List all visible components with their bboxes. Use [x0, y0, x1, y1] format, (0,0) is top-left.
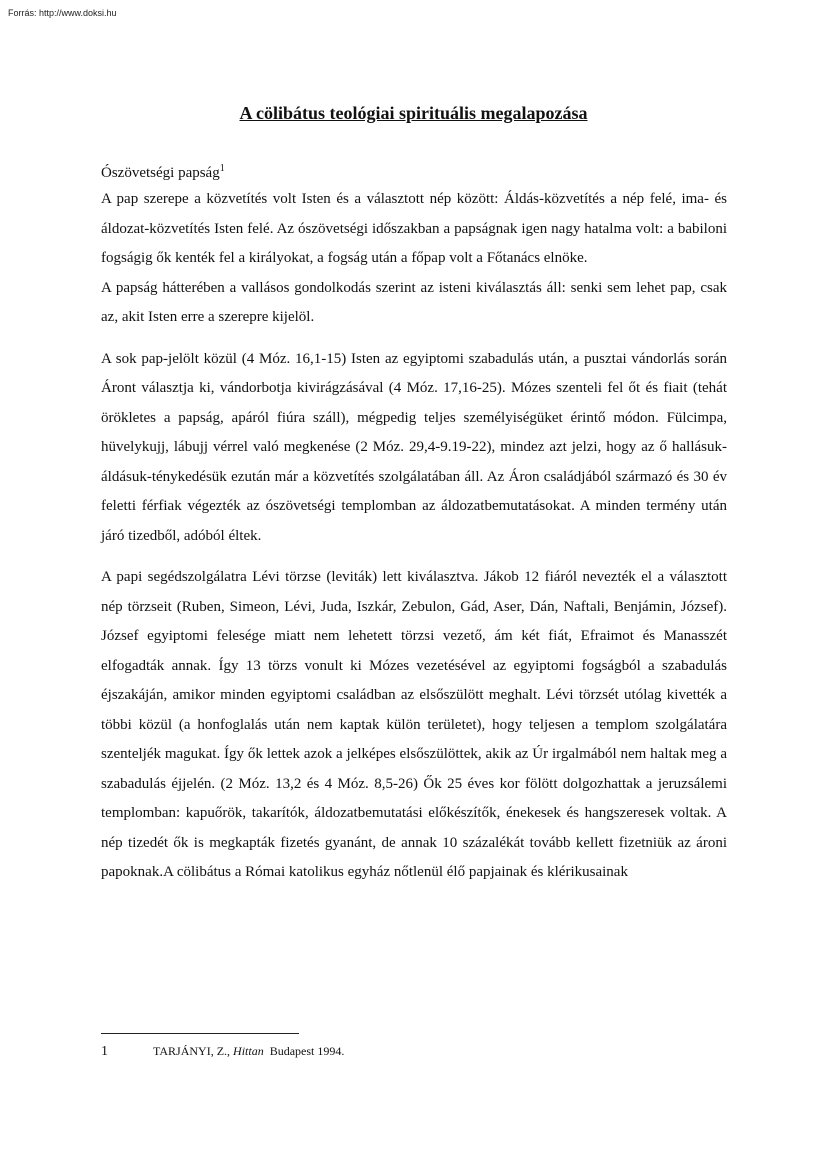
document-body [101, 161, 727, 900]
footnote-publication: Budapest 1994. [263, 1044, 345, 1058]
source-url-label: Forrás: http://www.doksi.hu [8, 8, 117, 18]
footnote-work-title: Hittan [233, 1044, 264, 1058]
footnote-reference: 1 [219, 163, 225, 174]
footnote-number: 1 [101, 1044, 108, 1059]
section-heading-text: Ószövetségi papság [101, 165, 220, 181]
paragraph: A papság hátterében a vallásos gondolkodás szerint az isteni kiválasztás áll: senki sem lehet pap, csak az, akit Isten erre a szerepre kijelöl. [101, 279, 727, 325]
footnote-author: TARJÁNYI, Z., [153, 1044, 234, 1058]
paragraph: A sok pap-jelölt közül (4 Móz. 16,1-15) Isten az egyiptomi szabadulás után, a pusztai vándorlás során Áront választja ki, vándorbotja kivirágzásával (4 Móz. 17,16-25). Mózes szenteli fel őt és fiait (tehát örökletes a papság, apáról fiúra száll), mégpedig teljes személyiségüket érintő módon. Fülcimpa, hüvelykujj, lábujj vérrel való megkenése (2 Móz. 29,4-9.19-22), mindez azt jelzi, hogy az ő hallásuk-áldásuk-ténykedésük ezután már a közvetítés szolgálatában áll. Az Áron családjából származó és 30 év feletti férfiak végezték az ószövetségi templomban az áldozatbemutatásokat. A minden termény után járó tizedből, adóból éltek. [101, 350, 727, 544]
footnote [101, 1044, 344, 1060]
paragraph: A papi segédszolgálatra Lévi törzse (leviták) lett kiválasztva. Jákob 12 fiáról nevezték el a választott nép törzseit (Ruben, Simeon, Lévi, Juda, Iszkár, Zebulon, Gád, Aser, Dán, Naftali, Benjámin, József). József egyiptomi felesége miatt nem lehetett törzsi vezető, ám két fiát, Efraimot és Manasszét elfogadták annak. Így 13 törzs vonult ki Mózes vezetésével az egyiptomi fogságból a szabadulás éjszakáján, amikor minden egyiptomi családban az elsőszülött meghalt. Lévi törzsét utólag kivették a többi közül (a honfoglalás után nem kaptak külön területet), hogy teljesen a templom szolgálatára szenteljék magukat. Így ők lettek azok a jelképes elsőszülöttek, akik az Úr irgalmából nem haltak meg a szabadulás éjjelén. (2 Móz. 13,2 és 4 Móz. 8,5-26) Ők 25 éves kor fölött dolgozhattak a jeruzsálemi templomban: kapuőrök, takarítók, áldozatbemutatási előkészítők, énekesek és hangszeresek voltak. A nép tizedét ők is megkapták fizetés gyanánt, de annak 10 százalékát tovább kellett fizetniük az ároni papoknak.A cölibátus a Római katolikus egyház nőtlenül élő papjainak és klérikusainak [101, 569, 727, 880]
footnote-separator [101, 1033, 299, 1034]
paragraph: A pap szerepe a közvetítés volt Isten és a választott nép között: Áldás-közvetítés a nép felé, ima- és áldozat-közvetítés Isten felé. Az ószövetségi időszakban a papságnak igen nagy hatalma volt: a babiloni fogságig ők kenték fel a királyokat, a fogság után a főpap volt a Főtanács elnöke. [101, 191, 727, 266]
section-heading [101, 161, 727, 185]
document-title: A cölibátus teológiai spirituális megalapozása [239, 103, 588, 123]
